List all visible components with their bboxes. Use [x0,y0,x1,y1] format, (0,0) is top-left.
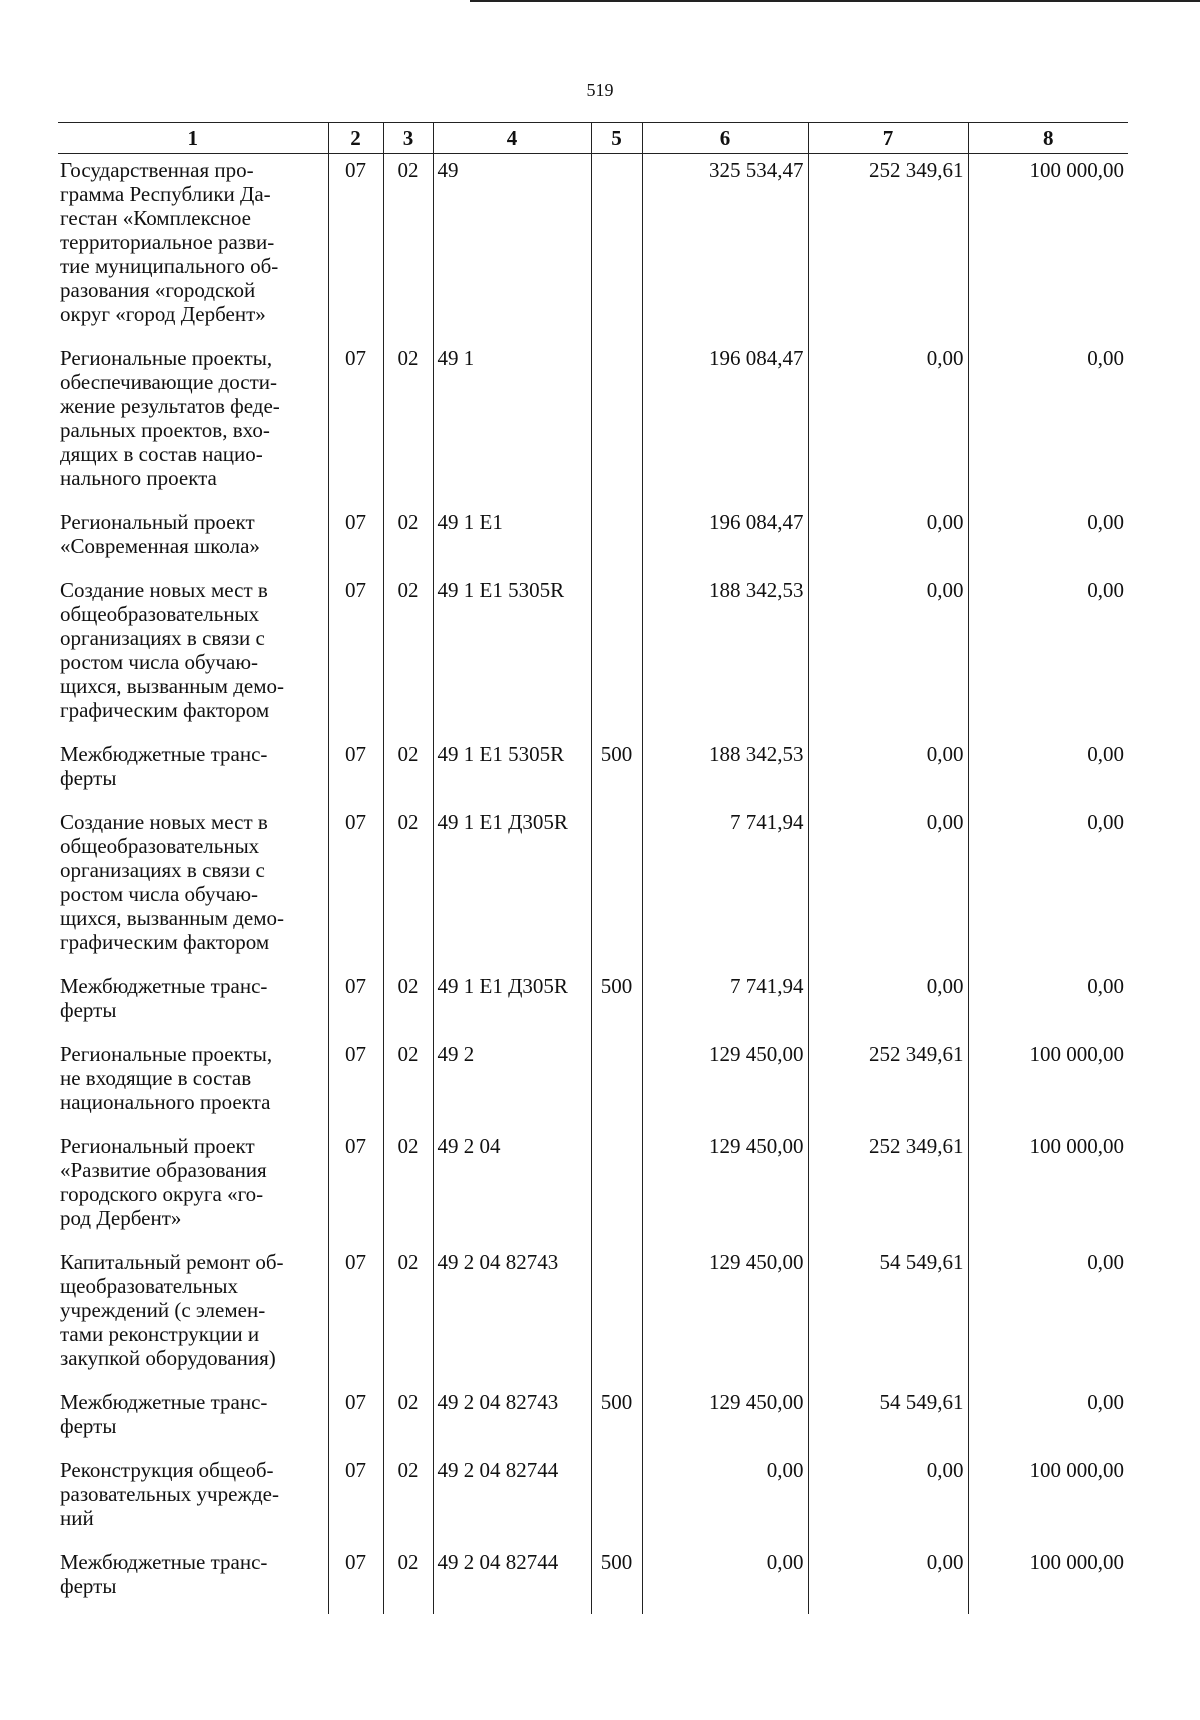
target-article-code: 49 1 E1 5305R [433,574,591,738]
amount-col-7: 54 549,61 [808,1246,968,1386]
amount-col-7: 0,00 [808,574,968,738]
amount-col-7: 0,00 [808,506,968,574]
section-code: 07 [328,1546,383,1614]
row-name: Межбюджетные транс- ферты [58,1386,328,1454]
budget-table [58,122,1128,1614]
section-code: 07 [328,1246,383,1386]
row-name: Капитальный ремонт об- щеобразовательных учреждений (с элемен- тами реконструкции и закупкой оборудования) [58,1246,328,1386]
table-row [58,1386,1128,1454]
amount-col-8: 0,00 [968,1246,1128,1386]
amount-col-6: 196 084,47 [642,342,808,506]
expense-type-code [591,1130,642,1246]
header-col-8: 8 [968,123,1128,154]
row-name: Создание новых мест в общеобразовательных организациях в связи с ростом числа обучаю- щихся, вызванным демо- графическим фактором [58,574,328,738]
amount-col-7: 252 349,61 [808,1130,968,1246]
table-row [58,738,1128,806]
subsection-code: 02 [383,806,433,970]
subsection-code: 02 [383,1246,433,1386]
subsection-code: 02 [383,1454,433,1546]
header-col-3: 3 [383,123,433,154]
row-name: Региональный проект «Современная школа» [58,506,328,574]
amount-col-8: 100 000,00 [968,1038,1128,1130]
section-code: 07 [328,970,383,1038]
table-body [58,154,1128,1615]
table-row [58,1454,1128,1546]
header-col-4: 4 [433,123,591,154]
row-name: Реконструкция общеоб- разовательных учрежде- ний [58,1454,328,1546]
table-row [58,1246,1128,1386]
amount-col-8: 0,00 [968,1386,1128,1454]
expense-type-code [591,1246,642,1386]
amount-col-8: 0,00 [968,970,1128,1038]
section-code: 07 [328,574,383,738]
section-code: 07 [328,1038,383,1130]
header-col-5: 5 [591,123,642,154]
expense-type-code [591,1038,642,1130]
amount-col-7: 0,00 [808,806,968,970]
target-article-code: 49 2 04 82743 [433,1386,591,1454]
table-row [58,342,1128,506]
subsection-code: 02 [383,970,433,1038]
row-name: Региональные проекты, не входящие в состав национального проекта [58,1038,328,1130]
expense-type-code: 500 [591,970,642,1038]
subsection-code: 02 [383,1130,433,1246]
target-article-code: 49 1 E1 [433,506,591,574]
amount-col-7: 252 349,61 [808,1038,968,1130]
header-col-7: 7 [808,123,968,154]
amount-col-7: 252 349,61 [808,154,968,343]
subsection-code: 02 [383,1546,433,1614]
table-row [58,154,1128,343]
target-article-code: 49 1 E1 Д305R [433,970,591,1038]
header-col-1: 1 [58,123,328,154]
table-row [58,1038,1128,1130]
amount-col-8: 0,00 [968,738,1128,806]
amount-col-8: 100 000,00 [968,154,1128,343]
amount-col-6: 129 450,00 [642,1130,808,1246]
amount-col-8: 100 000,00 [968,1130,1128,1246]
subsection-code: 02 [383,1038,433,1130]
target-article-code: 49 1 E1 5305R [433,738,591,806]
amount-col-8: 0,00 [968,506,1128,574]
amount-col-6: 7 741,94 [642,970,808,1038]
amount-col-7: 54 549,61 [808,1386,968,1454]
row-name: Межбюджетные транс- ферты [58,970,328,1038]
section-code: 07 [328,342,383,506]
amount-col-7: 0,00 [808,1546,968,1614]
section-code: 07 [328,506,383,574]
expense-type-code [591,1454,642,1546]
expense-type-code [591,806,642,970]
section-code: 07 [328,738,383,806]
subsection-code: 02 [383,154,433,343]
table-row [58,1130,1128,1246]
header-col-2: 2 [328,123,383,154]
target-article-code: 49 2 04 [433,1130,591,1246]
amount-col-6: 196 084,47 [642,506,808,574]
target-article-code: 49 2 04 82743 [433,1246,591,1386]
expense-type-code [591,342,642,506]
target-article-code: 49 2 [433,1038,591,1130]
section-code: 07 [328,1386,383,1454]
amount-col-8: 0,00 [968,342,1128,506]
section-code: 07 [328,154,383,343]
expense-type-code [591,154,642,343]
section-code: 07 [328,1130,383,1246]
target-article-code: 49 [433,154,591,343]
amount-col-6: 0,00 [642,1454,808,1546]
header-col-6: 6 [642,123,808,154]
subsection-code: 02 [383,506,433,574]
amount-col-6: 129 450,00 [642,1386,808,1454]
subsection-code: 02 [383,574,433,738]
table-row [58,1546,1128,1614]
amount-col-7: 0,00 [808,738,968,806]
table-row [58,970,1128,1038]
row-name: Региональные проекты, обеспечивающие дости- жение результатов феде- ральных проектов, вхо- дящих в состав нацио- нального проекта [58,342,328,506]
target-article-code: 49 1 [433,342,591,506]
expense-type-code: 500 [591,1546,642,1614]
row-name: Государственная про- грамма Республики Да- гестан «Комплексное территориальное разви- тие муниципального об- разования «городской округ «город Дербент» [58,154,328,343]
top-rule [470,0,1200,2]
target-article-code: 49 1 E1 Д305R [433,806,591,970]
amount-col-7: 0,00 [808,970,968,1038]
section-code: 07 [328,1454,383,1546]
section-code: 07 [328,806,383,970]
expense-type-code: 500 [591,738,642,806]
expense-type-code [591,506,642,574]
amount-col-7: 0,00 [808,1454,968,1546]
page-number: 519 [586,80,614,100]
amount-col-6: 129 450,00 [642,1246,808,1386]
amount-col-8: 100 000,00 [968,1546,1128,1614]
row-name: Межбюджетные транс- ферты [58,738,328,806]
amount-col-7: 0,00 [808,342,968,506]
expense-type-code: 500 [591,1386,642,1454]
amount-col-6: 7 741,94 [642,806,808,970]
header-row [58,123,1128,154]
subsection-code: 02 [383,738,433,806]
row-name: Создание новых мест в общеобразовательных организациях в связи с ростом числа обучаю- щихся, вызванным демо- графическим фактором [58,806,328,970]
row-name: Региональный проект «Развитие образования городского округа «го- род Дербент» [58,1130,328,1246]
target-article-code: 49 2 04 82744 [433,1454,591,1546]
expense-type-code [591,574,642,738]
row-name: Межбюджетные транс- ферты [58,1546,328,1614]
amount-col-8: 0,00 [968,806,1128,970]
amount-col-6: 188 342,53 [642,574,808,738]
amount-col-6: 325 534,47 [642,154,808,343]
table-row [58,506,1128,574]
table-row [58,574,1128,738]
subsection-code: 02 [383,342,433,506]
target-article-code: 49 2 04 82744 [433,1546,591,1614]
table-header [58,123,1128,154]
table-row [58,806,1128,970]
amount-col-6: 0,00 [642,1546,808,1614]
amount-col-6: 188 342,53 [642,738,808,806]
subsection-code: 02 [383,1386,433,1454]
amount-col-8: 0,00 [968,574,1128,738]
amount-col-8: 100 000,00 [968,1454,1128,1546]
amount-col-6: 129 450,00 [642,1038,808,1130]
